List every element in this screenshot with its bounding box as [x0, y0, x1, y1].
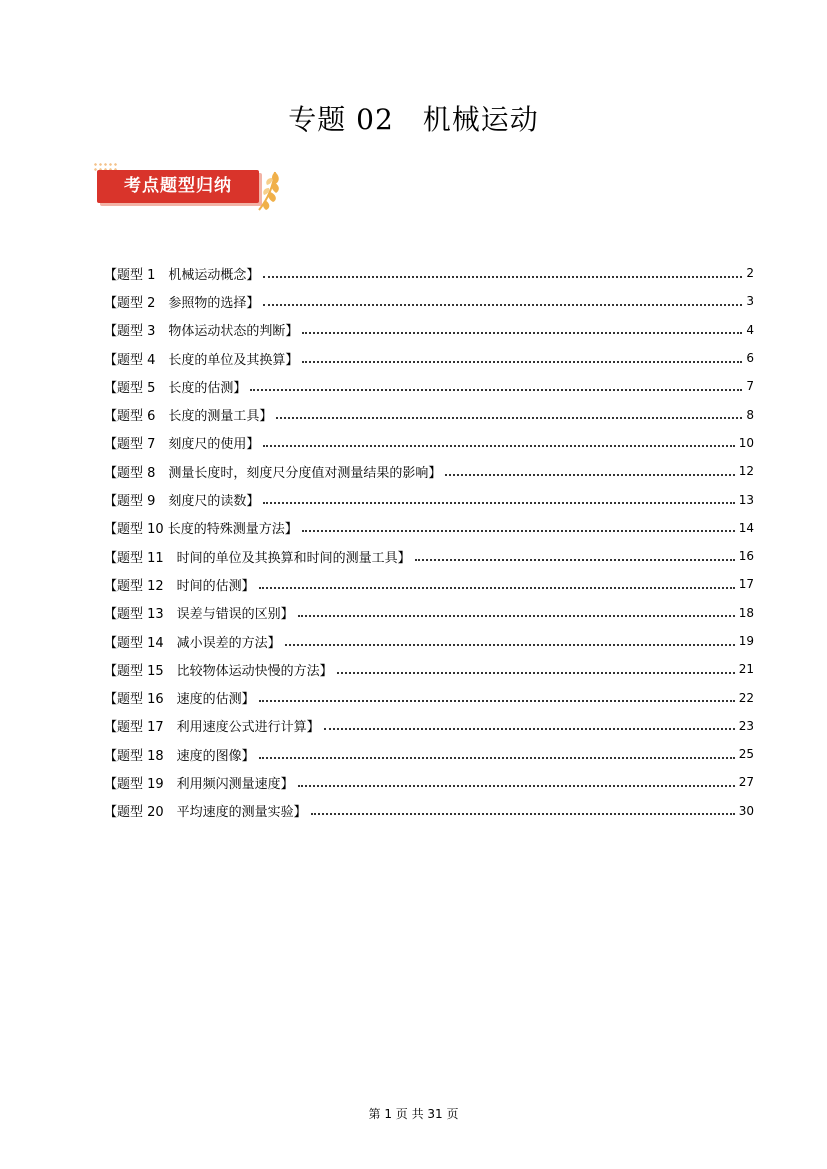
toc-entry-label: 【题型 7 刻度尺的使用】 [104, 437, 260, 453]
toc-entry-label: 【题型 10 长度的特殊测量方法】 [104, 522, 298, 538]
wheat-leaf-icon [253, 166, 287, 214]
badge-label: 考点题型归纳 [124, 176, 232, 196]
toc-entry-label: 【题型 18 速度的图像】 [104, 748, 255, 764]
toc-dot-leader [302, 529, 735, 532]
toc-entry-page: 6 [746, 351, 754, 366]
toc-entry[interactable] [104, 797, 754, 825]
toc-entry-page: 17 [738, 577, 754, 592]
toc-entry-page: 8 [746, 407, 754, 422]
toc-entry-label: 【题型 2 参照物的选择】 [104, 295, 260, 311]
toc-entry[interactable] [104, 372, 754, 400]
toc-entry-label: 【题型 17 利用速度公式进行计算】 [104, 720, 320, 736]
toc-entry-label: 【题型 3 物体运动状态的判断】 [104, 324, 299, 340]
toc-entry[interactable] [104, 485, 754, 513]
toc-entry-label: 【题型 8 测量长度时，刻度尺分度值对测量结果的影响】 [104, 465, 442, 481]
toc-entry-page: 2 [746, 266, 754, 281]
toc-entry-page: 23 [738, 718, 754, 733]
toc-entry-label: 【题型 4 长度的单位及其换算】 [104, 352, 299, 368]
toc-entry[interactable] [104, 655, 754, 683]
toc-dot-leader [250, 388, 742, 391]
toc-entry-label: 【题型 14 减小误差的方法】 [104, 635, 281, 651]
toc-entry-label: 【题型 16 速度的估测】 [104, 692, 255, 708]
toc-entry-label: 【题型 6 长度的测量工具】 [104, 409, 273, 425]
toc-entry[interactable] [104, 514, 754, 542]
toc-entry-page: 14 [738, 520, 754, 535]
toc-entry[interactable] [104, 344, 754, 372]
toc-entry-page: 18 [738, 605, 754, 620]
toc-dot-leader [302, 360, 742, 363]
toc-entry-label: 【题型 11 时间的单位及其换算和时间的测量工具】 [104, 550, 411, 566]
toc-entry-page: 7 [746, 379, 754, 394]
toc-entry-page: 12 [738, 464, 754, 479]
toc-dot-leader [445, 473, 734, 476]
toc-entry[interactable] [104, 627, 754, 655]
toc-entry-label: 【题型 13 误差与错误的区别】 [104, 607, 294, 623]
toc-entry-page: 16 [738, 549, 754, 564]
toc-dot-leader [285, 643, 735, 646]
toc-entry-page: 4 [746, 322, 754, 337]
toc-entry-label: 【题型 20 平均速度的测量实验】 [104, 805, 307, 821]
toc-dot-leader [263, 275, 742, 278]
toc-entry[interactable] [104, 400, 754, 428]
toc-entry-label: 【题型 1 机械运动概念】 [104, 267, 260, 283]
page-title: 专题 02 机械运动 [288, 103, 539, 136]
toc-dot-leader [263, 501, 734, 504]
toc-entry[interactable] [104, 429, 754, 457]
toc-dot-leader [324, 727, 735, 730]
toc-dot-leader [337, 671, 735, 674]
toc-dot-leader [263, 444, 734, 447]
toc-entry-page: 19 [738, 634, 754, 648]
toc-entry[interactable] [104, 712, 754, 740]
toc-entry[interactable] [104, 768, 754, 796]
toc-entry-page: 13 [738, 492, 754, 507]
toc-entry-label: 【题型 9 刻度尺的读数】 [104, 494, 260, 510]
toc-entry[interactable] [104, 457, 754, 485]
toc-dot-leader [263, 303, 742, 306]
section-badge [93, 162, 283, 216]
toc-entry-label: 【题型 5 长度的估测】 [104, 380, 247, 396]
toc-entry[interactable] [104, 740, 754, 768]
toc-dot-leader [276, 416, 742, 419]
toc-dot-leader [259, 586, 735, 589]
toc-dot-leader [298, 614, 735, 617]
toc-entry[interactable] [104, 599, 754, 627]
toc-entry-page: 25 [738, 747, 754, 762]
toc-entry[interactable] [104, 570, 754, 598]
toc-entry-page: 21 [738, 662, 754, 677]
toc-entry[interactable] [104, 316, 754, 344]
table-of-contents [104, 259, 754, 825]
toc-entry[interactable] [104, 683, 754, 711]
toc-entry-label: 【题型 19 利用频闪测量速度】 [104, 776, 294, 792]
toc-entry[interactable] [104, 287, 754, 315]
toc-dot-leader [298, 784, 735, 787]
toc-entry-page: 22 [738, 690, 754, 705]
toc-entry-label: 【题型 12 时间的估测】 [104, 578, 255, 594]
page-footer: 第 1 页 共 31 页 [368, 1107, 459, 1121]
toc-dot-leader [259, 756, 735, 759]
toc-entry-page: 10 [738, 435, 754, 450]
toc-entry-page: 27 [738, 775, 754, 790]
toc-entry[interactable] [104, 542, 754, 570]
toc-entry-page: 3 [746, 294, 754, 309]
toc-entry-page: 30 [738, 803, 754, 818]
toc-dot-leader [311, 812, 735, 815]
toc-entry-label: 【题型 15 比较物体运动快慢的方法】 [104, 663, 333, 679]
toc-entry[interactable] [104, 259, 754, 287]
toc-dot-leader [415, 558, 735, 561]
toc-dot-leader [302, 331, 742, 334]
toc-dot-leader [259, 699, 735, 702]
